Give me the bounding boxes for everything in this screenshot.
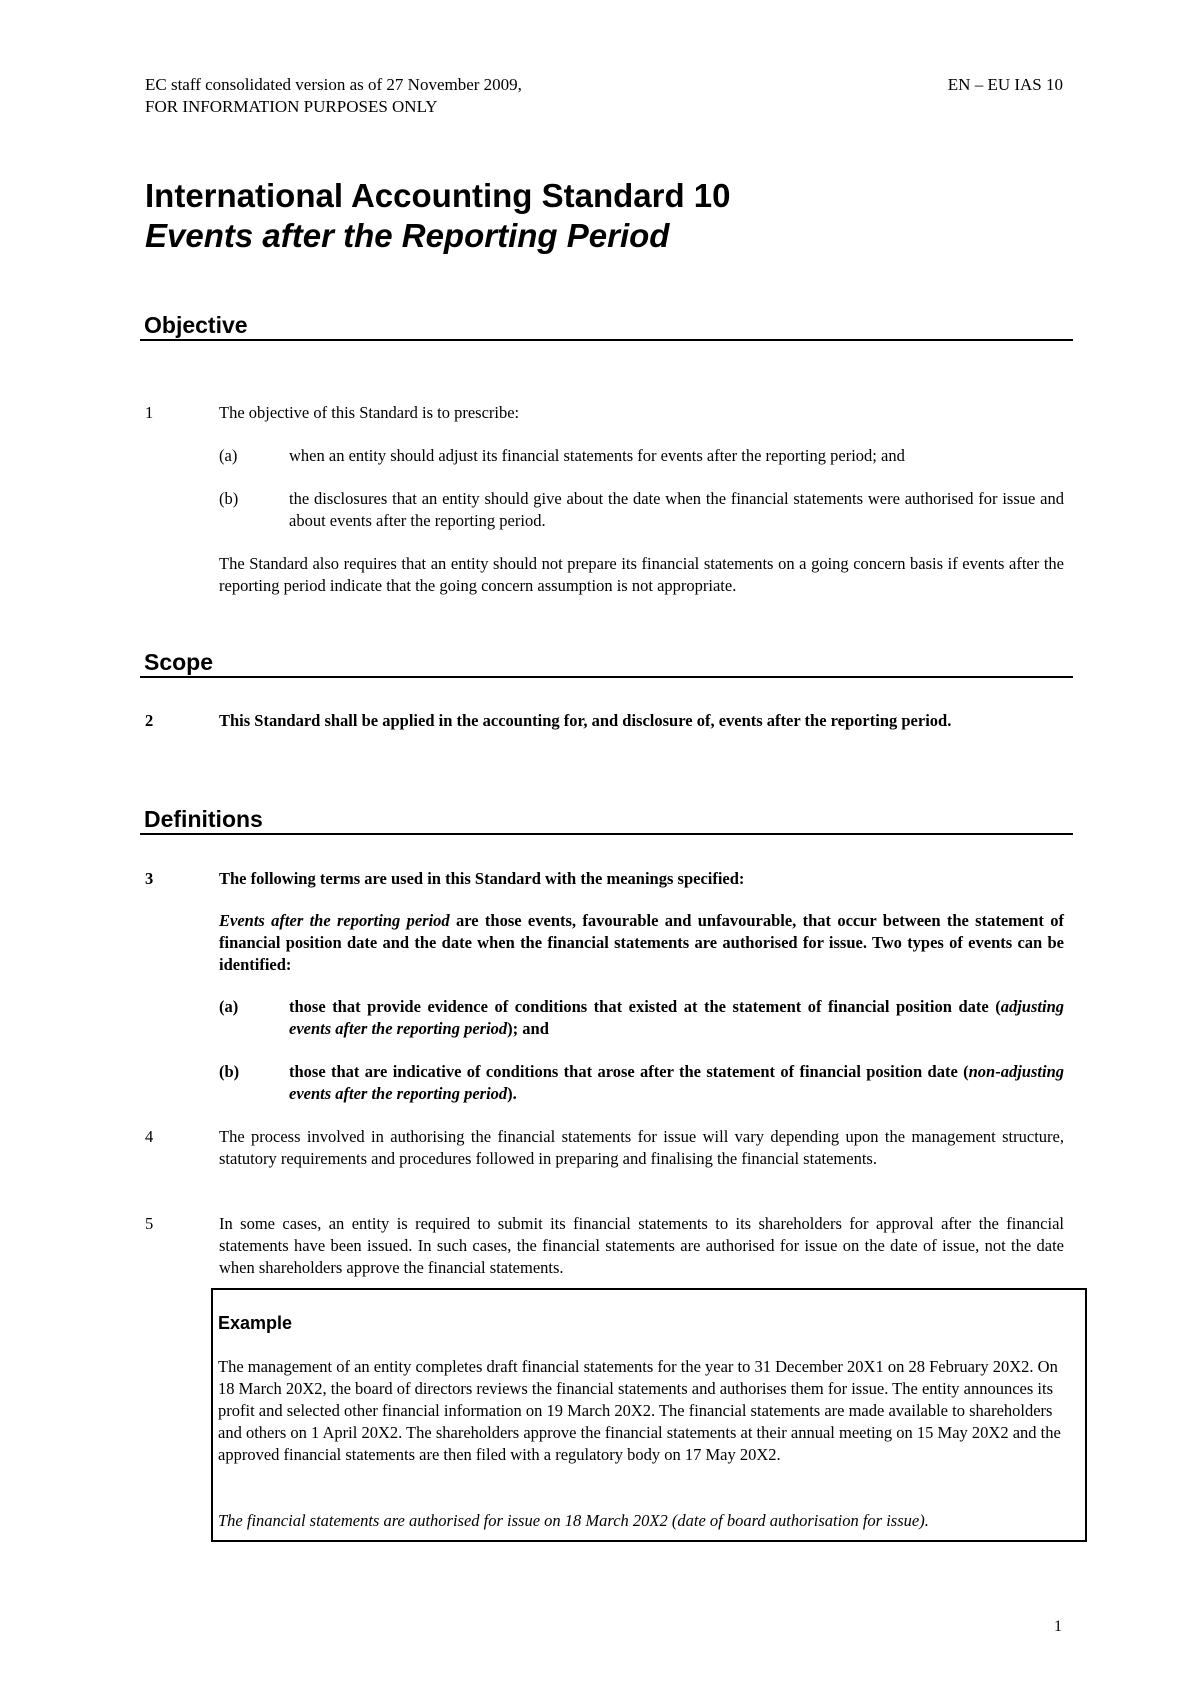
definition-paragraph xyxy=(219,910,1064,976)
list-item-text: when an entity should adjust its financial statements for events after the reporting period; and xyxy=(289,446,905,465)
section-heading-scope: Scope xyxy=(140,648,1073,678)
example-body: The management of an entity completes draft financial statements for the year to 31 December 20X1 on 28 February 20X2. On 18 March 20X2, the board of directors reviews the financial statements and authorises them for issue. The entity announces its profit and selected other financial information on 19 March 20X2. The financial statements are made available to shareholders and others on 1 April 20X2. The shareholders approve the financial statements at their annual meeting on 15 May 20X2 and the approved financial statements are then filed with a regulatory body on 17 May 20X2. xyxy=(218,1357,1061,1464)
paragraph-number: 4 xyxy=(145,1127,154,1146)
paragraph-text: The process involved in authorising the financial statements for issue will vary depending upon the management structure, statutory requirements and procedures followed in preparing and finalising the financial statements. xyxy=(219,1127,1064,1168)
defined-term: Events after the reporting period xyxy=(219,911,450,930)
paragraph-number: 3 xyxy=(145,869,154,888)
section-heading-definitions: Definitions xyxy=(140,805,1073,835)
defined-term: adjusting events after the reporting period xyxy=(289,997,1064,1038)
list-item-text-part: those that provide evidence of conditions that existed at the statement of financial position date ( xyxy=(289,997,1001,1016)
standard-title: International Accounting Standard 10 xyxy=(145,177,731,214)
list-item-text-part: ). xyxy=(507,1084,517,1103)
list-label: (a) xyxy=(219,446,238,465)
example-conclusion: The financial statements are authorised for issue on 18 March 20X2 (date of board authorisation for issue). xyxy=(218,1511,929,1530)
paragraph-text: The Standard also requires that an entity should not prepare its financial statements on a going concern basis if events after the reporting period indicate that the going concern assumption is not appropriate. xyxy=(219,554,1064,595)
running-header-right: EN – EU IAS 10 xyxy=(947,75,1063,94)
section-heading-objective: Objective xyxy=(140,311,1073,341)
list-item-text: the disclosures that an entity should give about the date when the financial statements were authorised for issue and about events after the reporting period. xyxy=(289,489,1064,530)
list-item-text-part: those that are indicative of conditions that arose after the statement of financial position date ( xyxy=(289,1062,969,1081)
header-version-line: EC staff consolidated version as of 27 November 2009, xyxy=(145,75,522,94)
list-item-text xyxy=(289,1061,1064,1105)
standard-subtitle: Events after the Reporting Period xyxy=(145,217,670,254)
paragraph-text: This Standard shall be applied in the accounting for, and disclosure of, events after the reporting period. xyxy=(219,711,952,730)
example-title: Example xyxy=(218,1313,293,1333)
running-header-left xyxy=(145,74,522,118)
defined-term: non-adjusting events after the reporting period xyxy=(289,1062,1064,1103)
page-number: 1 xyxy=(1054,1618,1062,1635)
header-purpose-line: FOR INFORMATION PURPOSES ONLY xyxy=(145,97,438,116)
paragraph-text: The following terms are used in this Standard with the meanings specified: xyxy=(219,869,745,888)
list-label: (b) xyxy=(219,489,239,508)
paragraph-text: In some cases, an entity is required to submit its financial statements to its shareholders for approval after the financial statements have been issued. In such cases, the financial statements are authorised for issue on the date of issue, not the date when shareholders approve the financial statements. xyxy=(219,1214,1064,1277)
list-label: (a) xyxy=(219,997,239,1016)
paragraph-number: 5 xyxy=(145,1214,154,1233)
document-title xyxy=(145,176,731,256)
paragraph-number: 1 xyxy=(145,403,154,422)
list-label: (b) xyxy=(219,1062,240,1081)
paragraph-text: The objective of this Standard is to prescribe: xyxy=(219,403,520,422)
definition-text: are those events, favourable and unfavourable, that occur between the statement of financial position date and the date when the financial statements are authorised for issue. Two types of events can be identified: xyxy=(219,911,1064,974)
paragraph-number: 2 xyxy=(145,711,154,730)
list-item-text-part: ); and xyxy=(507,1019,549,1038)
list-item-text xyxy=(289,996,1064,1040)
